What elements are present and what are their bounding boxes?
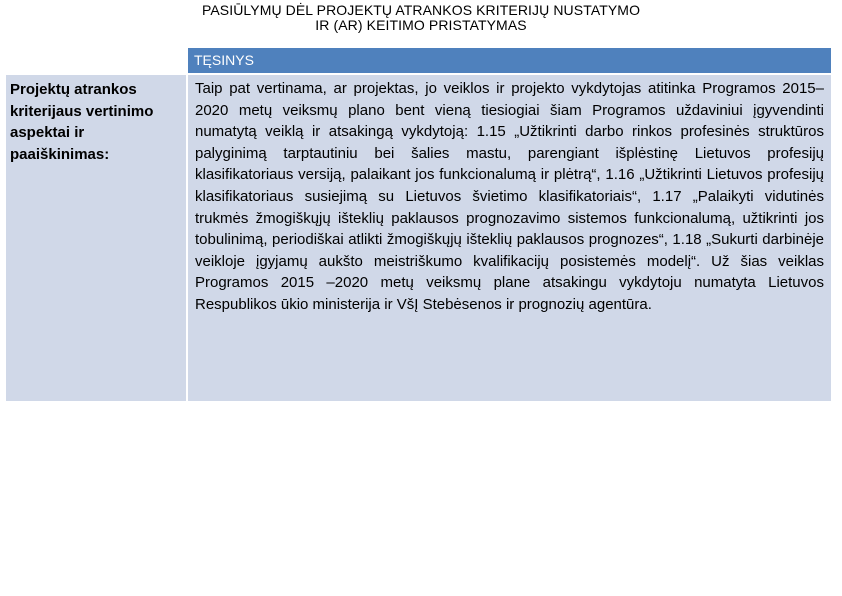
row-label-cell: Projektų atrankos kriterijaus vertinimo aspektai ir paaiškinimas: <box>6 75 186 401</box>
document-title-line-2: IR (AR) KEITIMO PRISTATYMAS <box>315 17 527 33</box>
header-continuation-cell: TĘSINYS <box>188 48 831 73</box>
row-description-cell: Taip pat vertinama, ar projektas, jo veiklos ir projekto vykdytojas atitinka Programos 2015–2020 metų veiksmų plano bent vieną tiesiogiai šiam Programos uždaviniui įgyvendinti numatytą veiklą ir atsakingą vykdytoją: 1.15 „Užtikrinti darbo rinkos profesinės struktūros palyginimą tarptautiniu bei šalies mastu, parengiant išplėstinę Lietuvos profesijų klasifikatoriaus versiją, palaikant jos funkcionalumą ir plėtrą“, 1.16 „Užtikrinti Lietuvos profesijų klasifikatoriaus susiejimą su Lietuvos švietimo klasifikatoriais“, 1.17 „Palaikyti vidutinės trukmės žmogiškųjų išteklių paklausos prognozavimo sistemos funkcionalumą, užtikrinti jos tobulinimą, periodiškai atlikti žmogiškųjų išteklių paklausos prognozes“, 1.18 „Sukurti darbinėje veikloje įgyjamų aukšto meistriškumo kvalifikacijų posistemės modelį“. Už šias veiklas Programos 2015 –2020 metų veiksmų plane atsakingu vykdytoju numatyta Lietuvos Respublikos ūkio ministerija ir VšĮ Stebėsenos ir prognozių agentūra. <box>188 75 831 401</box>
table-row <box>6 75 831 401</box>
criteria-table <box>6 48 831 401</box>
table-header-row <box>6 48 831 73</box>
header-empty-cell <box>6 48 186 73</box>
document-title <box>0 3 842 33</box>
document-title-line-1: PASIŪLYMŲ DĖL PROJEKTŲ ATRANKOS KRITERIJŲ NUSTATYMO <box>201 2 641 18</box>
